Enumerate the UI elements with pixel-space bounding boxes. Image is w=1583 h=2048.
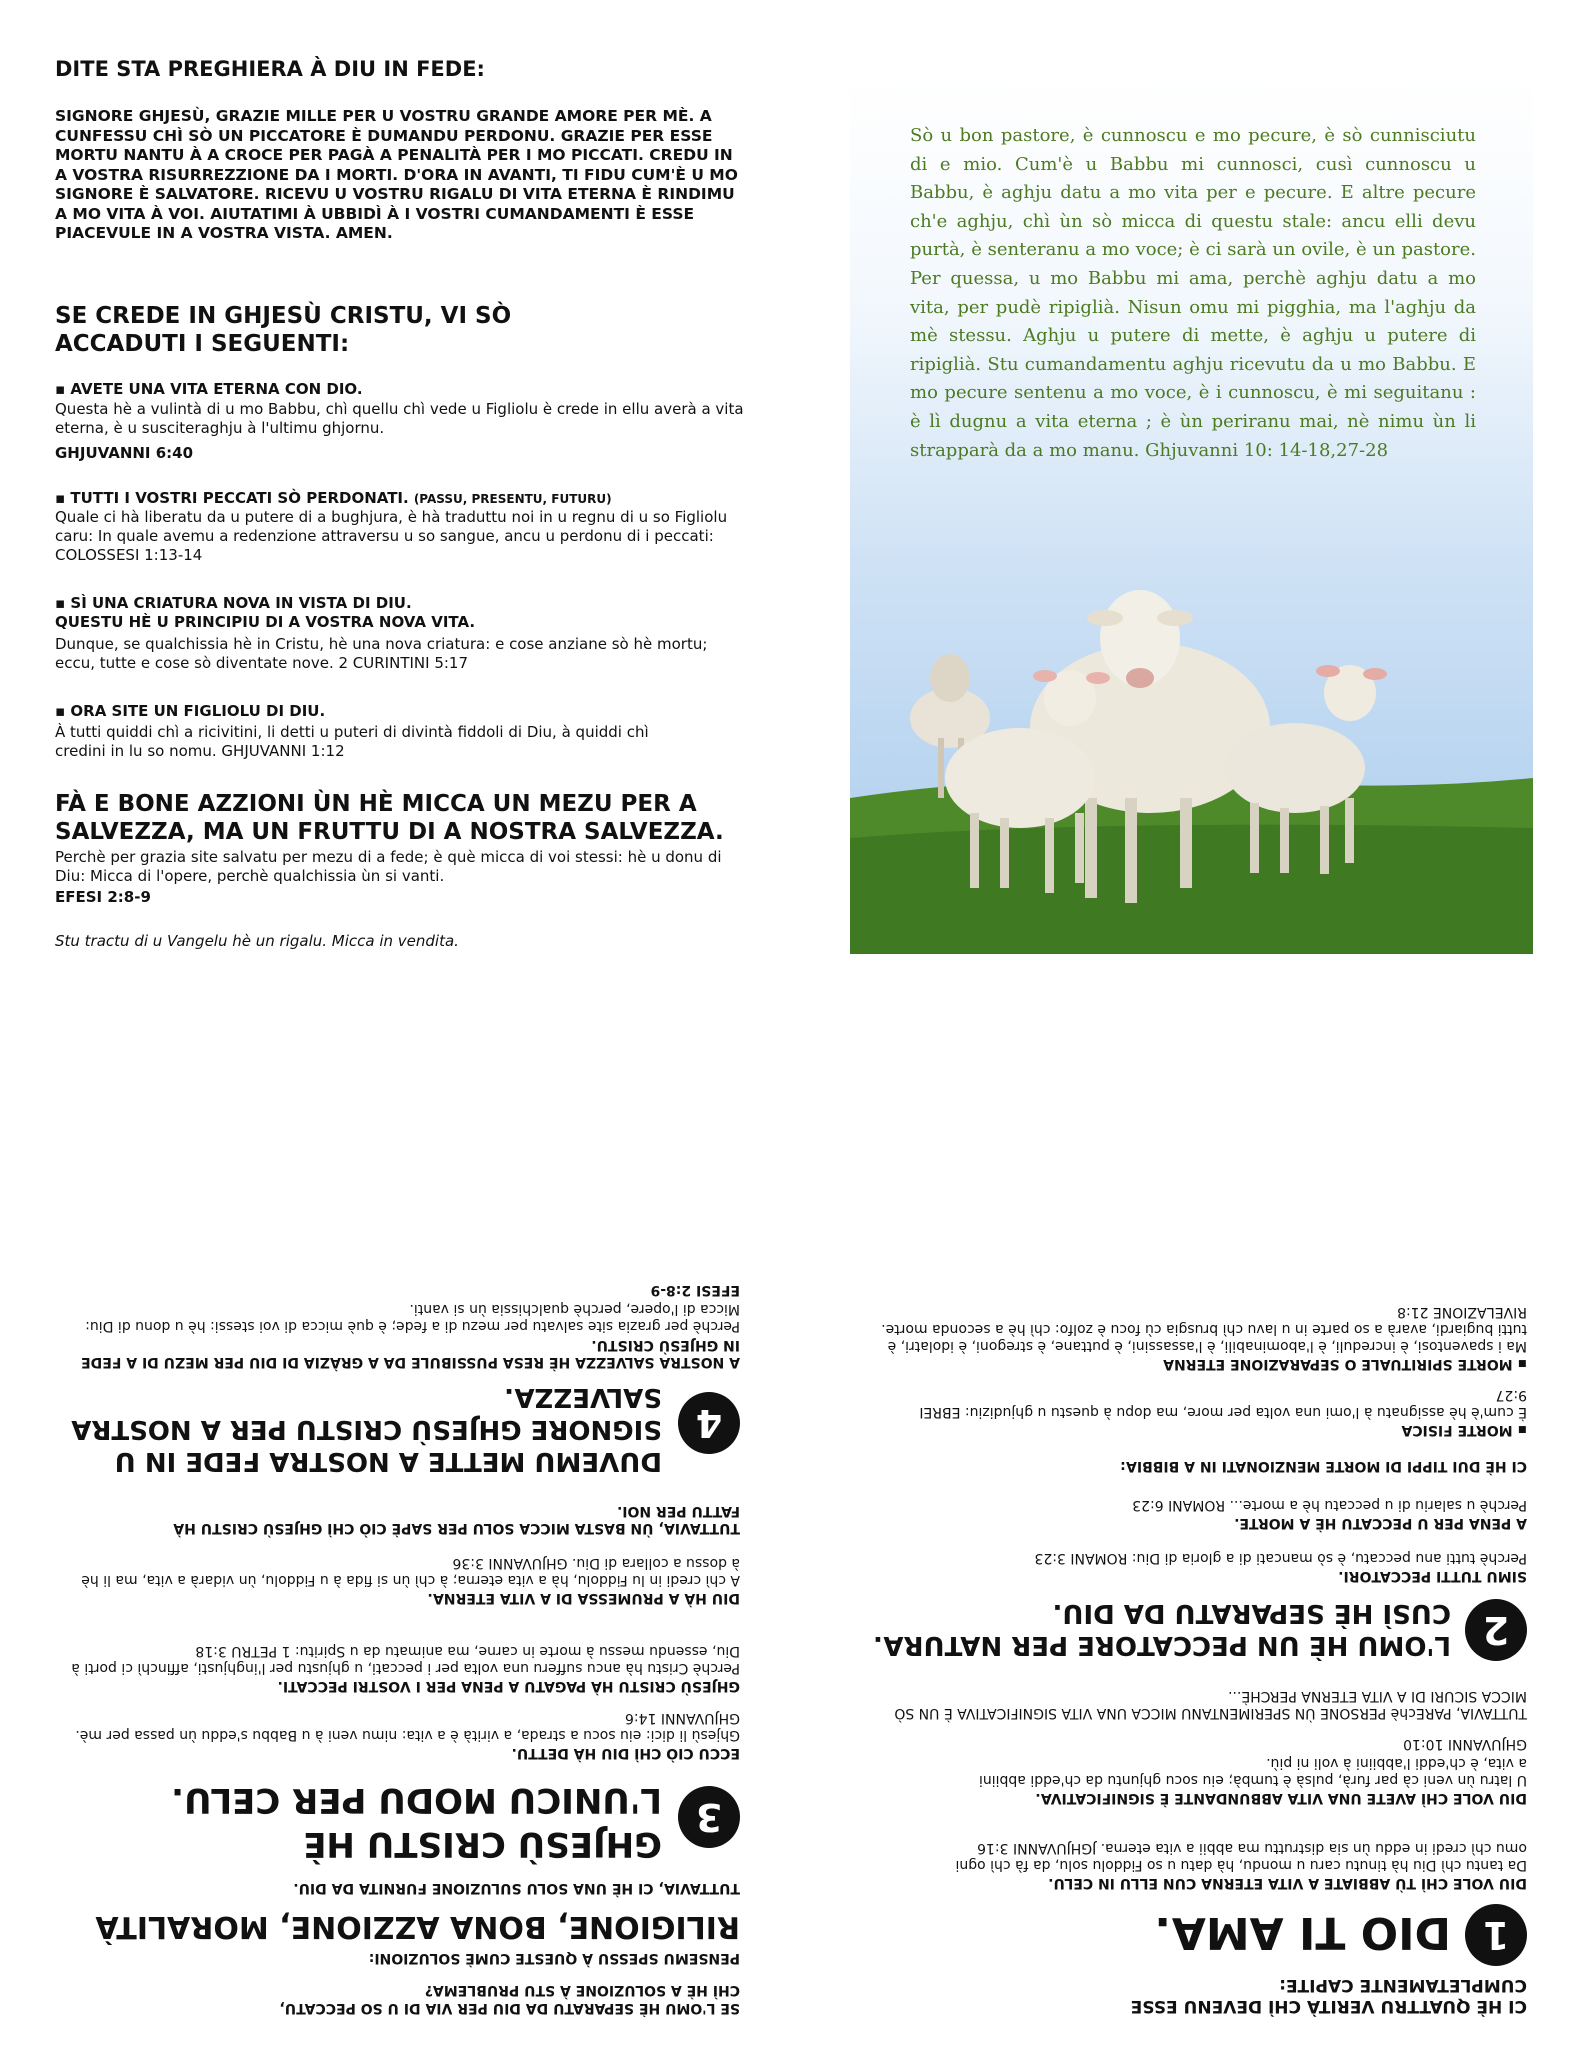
works-text: Perchè per grazia site salvatu per mezu di a fede; è què micca di voi stessi: hè u donu di Diu: Micca di l'opere, perchè qualchissia ùn si vanti. <box>55 848 722 885</box>
s2-p3-head: CI HÈ DUI TIPPI DI MORTE MENZIONATI IN A BIBBIA: <box>1120 1458 1527 1474</box>
step-3-badge: 3 <box>678 1786 740 1848</box>
bullet-4-text: À tutti quiddi chì a ricivitini, li detti u puteri di divintà fiddoli di Diu, à quiddi chì credini in lu so nomu. GHJUVANNI 1:12 <box>55 723 649 760</box>
s3-p2-head: GHJESÙ CRISTU HÀ PAGATU A PENA PER I VOSTRI PECCATI. <box>277 1678 740 1694</box>
intro-line-1: CI HÈ QUATTRU VERITÀ CHÌ DEVENU ESSE <box>1130 1996 1527 2016</box>
s3-p1-text: Ghjesù li dici: eiu socu a strada, a virità è a vita: nimu veni à u Babbu s'eddu ùn passa per mè. GHJUVANNI 14:6 <box>75 1710 740 1743</box>
prayer-title: DITE STA PREGHIERA À DIU IN FEDE: <box>55 57 485 81</box>
s2-p4-head: ▪ MORTE FISICA <box>1401 1422 1527 1438</box>
bullet-2-heading: ▪ TUTTI I VOSTRI PECCATI SÒ PERDONATI. <box>55 489 409 507</box>
bullet-2-heading-small: (PASSU, PRESENTU, FUTURU) <box>413 492 612 506</box>
s3-p1-head: ECCU CIÒ CHÌ DIU HÀ DETTU. <box>511 1745 740 1761</box>
s2-p5-head: ▪ MORTE SPIRITUALE O SEPARAZIONE ETERNA <box>1163 1356 1527 1372</box>
john-10-verse: Sò u bon pastore, è cunnoscu e mo pecure, è sò cunnisciutu di e mio. Cum'è u Babbu mi cunnosci, cusì cunnoscu u Babbu, è aghju datu a mo vita per e pecure. E altre pecure ch'e aghju, chì ùn sò micca di questu stale: ancu elli devu purtà, è senteranu a mo voce; è ci sarà un ovile, è un pastore. Per quessa, u mo Babbu mi ama, perchè aghju datu a mo vita, per pudè ripiglià. Nisun omu mi pigghia, ma l'aghju da mè stessu. Aghju u putere di mette, è aghju u putere di ripiglià. Stu cumandamentu aghju ricevutu da u mo Babbu. E mo pecure sentenu a mo voce, è i cunnoscu, è mi seguitanu : è lì dugnu a vita eterna ; è ùn periranu mai, nè nimu ùn li strapparà da a mo manu. Ghjuvanni 10: 14-18,27-28 <box>910 125 1476 461</box>
step-2-title-1: L'OMU HÈ UN PECCATORE PER NATURA. <box>872 1630 1451 1660</box>
works-ref: EFESI 2:8-9 <box>55 888 151 906</box>
s4-p1-text: Perchè per grazia site salvatu per mezu di a fede; è què micca di voi stessi: hè u donu di Diu: Micca di l'opere, perchè qualchissia ùn si vanti. <box>85 1301 740 1334</box>
prayer-text: SIGNORE GHJESÙ, GRAZIE MILLE PER U VOSTRU GRANDE AMORE PER MÈ. A CUNFESSU CHÌ SÒ UN PICCATORE È DUMANDU PERDONU. GRAZIE PER ESSE MORTU NANTU À A CROCE PER PAGÀ A PENALITÀ PER I MO PICCATI. CREDU IN A VOSTRA RISURREZZIONE DA I MORTI. D'ORA IN AVANTI, TI FIDU CUM'È U MO SIGNORE È SALVATORE. RICEVU U VOSTRU RIGALU DI VITA ETERNA È RINDIMU A MO VITA À VOI. AIUTATIMI À UBBIDÌ À I VOSTRI CUMANDAMENTI È ESSE PIACEVULE IN A VOSTRA VISTA. AMEN. <box>55 107 738 242</box>
step-1-title: DIO TI AMA. <box>1154 1907 1451 1958</box>
s2-p1-text: Perchè tutti anu peccatu, è sò mancati di a gloria di Diu: ROMANI 3:23 <box>1034 1550 1527 1566</box>
step-4-title-1: DUVEMU METTE A NOSTRA FEDE IN U <box>114 1446 662 1476</box>
bullet-2-heading-row <box>55 488 612 508</box>
bullet-3-heading: ▪ SÌ UNA CRIATURA NOVA IN VISTA DI DIU. <box>55 594 412 612</box>
four-truths-intro <box>857 1974 1527 2016</box>
bullet-1-text: Questa hè a vulintà di u mo Babbu, chì quellu chì vede u Figliolu è crede in ellu averà a vita eterna, è u susciteraghju à l'ultimu ghjornu. <box>55 400 744 437</box>
bullet-1-heading: ▪ AVETE UNA VITA ETERNA CON DIO. <box>55 380 363 398</box>
step-1-badge: 1 <box>1465 1904 1527 1966</box>
s4-p1-head: A NOSTRA SALVEZZA HÈ RESA PUSSIBULE DA A GRÀZIA DI DIU PER MEZU DI A FEDE IN GHJESÙ CRISTU. <box>81 1337 740 1370</box>
s2-p5-text: Ma i spaventosi, è increduli, è l'abominabili, è l'assassini, è puttane, è stregoni, è idolatri, è tutti bugiardi, avarà a so parte in u lavu chì brusgia cù focu è zolfo: chì hè a seconda morte. RIVELAZIONE 21:8 <box>881 1304 1527 1354</box>
s1-p2-head: DIU VOLE CHÌ AVETE UNA VITA ABBUNDANTE È SIGNIFICATIVA. <box>1035 1790 1527 1806</box>
step-4-badge: 4 <box>678 1392 740 1454</box>
s3-p2-text: Perchè Cristu hà ancu sufferu una volta per i peccati, u ghjustu per l'inghjusti, affinchì ci porti à Diu, essendu messu à morte in carne, ma animatu da u Spiritu: 1 PETRU 3:18 <box>71 1643 740 1676</box>
s2-p2-text: Perchè u salariu di u peccatu hè a morte... ROMANI 6:23 <box>1132 1497 1527 1513</box>
gift-footer: Stu tractu di u Vangelu hè un rigalu. Micca in vendita. <box>55 932 459 950</box>
s2-p1-head: SIMU TUTTI PECCATORI. <box>1338 1568 1527 1584</box>
believe-heading-2: ACCADUTI I SEGUENTI: <box>55 331 350 357</box>
intro-line-2: CUMPLETAMENTE CAPITE: <box>1279 1975 1527 1995</box>
s3-p3-head: DIU HÀ A PRUMESSA DI A VITA ETERNA. <box>427 1590 740 1606</box>
s1-p1-text: Da tantu chì Diu hà tinutu caru u mondu, hà datu u so Fiddolu solu, da fà chì ogni omu chì credi in eddu ùn sia distruttu ma abbii a vita eterna. JGHJUVANNI 3:16 <box>955 1840 1527 1873</box>
s3-p3-text: A chì credi in lu Fiddolu, hà a vita eterna; à chì ùn si fida à u Fiddolu, ùn vidarà a vita, ma li hè à dossu a collara di Diu. GHJUVANNI 3:36 <box>81 1555 740 1588</box>
s1-p2-text: U latru ùn veni cà par furà, pulsà è tumbà; eiu socu ghjuntu da ch'eddi abbiini a vita, è ch'eddi l'abbiini à voli ni più. <box>978 1755 1527 1788</box>
bl-intro-3: PENSEMU SPESSU À QUESTE CUMÈ SOLUZIONI: <box>368 1950 740 1966</box>
s2-p2-head: A PENA PER U PECCATU HÈ A MORTE. <box>1234 1515 1527 1531</box>
panel-bottom-left <box>50 1086 740 2036</box>
sheep-picture-panel <box>850 78 1533 954</box>
step-3-title-1: GHJESÙ CRISTU HÈ <box>303 1824 662 1864</box>
sheep-illustration <box>850 78 1533 954</box>
bullet-1-ref: GHJUVANNI 6:40 <box>55 444 194 462</box>
s4-p1-ref: EFESI 2:8-9 <box>650 1282 740 1298</box>
bullet-3-text: Dunque, se qualchissia hè in Cristu, hè una nova criatura: e cose anziane sò hè mortu; eccu, tutte e cose sò diventate nove. 2 CURINTINI 5:17 <box>55 635 708 672</box>
bullet-4-heading: ▪ ORA SITE UN FIGLIOLU DI DIU. <box>55 702 326 720</box>
believe-heading-1: SE CREDE IN GHJESÙ CRISTU, VI SÒ <box>55 303 512 329</box>
bl-intro-4: RILIGIONE, BONA AZZIONE, MORALITÀ <box>95 1909 740 1944</box>
step-3-title-2: L'UNICU MODU PER CELU. <box>171 1780 662 1820</box>
bl-intro-2: CHÌ HÈ A SOLUZIONE À STU PRUBLEMA? <box>424 1982 740 1998</box>
panel-bottom-right <box>850 1086 1533 2036</box>
bullet-2-text: Quale ci hà liberatu da u putere di a bughjura, è hà traduttu noi in u regnu di u so Figliolu caru: In quale avemu a redenzione attraversu u so sangue, ancu u perdonu di i peccati: COLOSSESI 1:13-14 <box>55 508 728 564</box>
s1-p1-head: DIU VOLE CHÌ TÙ ABBIATE A VITA ETERNA CUN ELLU IN CELU. <box>1048 1875 1527 1891</box>
step-2-title-2: CUSÌ HÈ SEPARATU DA DIU. <box>1052 1598 1451 1628</box>
works-heading-2: SALVEZZA, MA UN FRUTTU DI A NOSTRA SALVEZZA. <box>55 819 724 845</box>
step-2-badge: 2 <box>1465 1599 1527 1661</box>
s3-p4-head: TUTTAVIA, ÙN BASTA MICCA SOLU PER SAPÈ CIÒ CHÌ GHJESÙ CRISTU HÀ FATTU PER NOI. <box>173 1503 740 1536</box>
s2-p4-text: È cum'è hè assignatu à l'omi una volta per more, ma dopu à questu u ghjudiziu: EBREI 9:27 <box>919 1387 1527 1420</box>
step-4-title-3: SALVEZZA. <box>504 1382 662 1412</box>
works-heading-1: FÀ E BONE AZZIONI ÙN HÈ MICCA UN MEZU PER A <box>55 791 697 817</box>
step-4-title-2: SIGNORE GHJESÙ CRISTU PER A NOSTRA <box>71 1414 662 1444</box>
s1-p3-text: TUTTAVIA, PAREchè PERSONE ÙN SPERIMENTANU MICCA UNA VITA SIGNIFICATIVA È UN SÒ MICCA SICURI DI A VITA ETERNA PERCHÈ... <box>894 1688 1527 1721</box>
bullet-3-heading-2: QUESTU HÈ U PRINCIPIU DI A VOSTRA NOVA VITA. <box>55 613 476 631</box>
s1-p2-ref: GHJUVANNI 10:10 <box>1403 1736 1527 1752</box>
bl-intro-5: TUTTAVIA, CI HÈ UNA SOLU SULUZIONE FURNITA DA DIU. <box>293 1880 740 1896</box>
bl-intro-1: SE L'OMU HÈ SEPARATU DA DIU PER VIA DI U SO PECCATU, <box>279 2000 740 2016</box>
